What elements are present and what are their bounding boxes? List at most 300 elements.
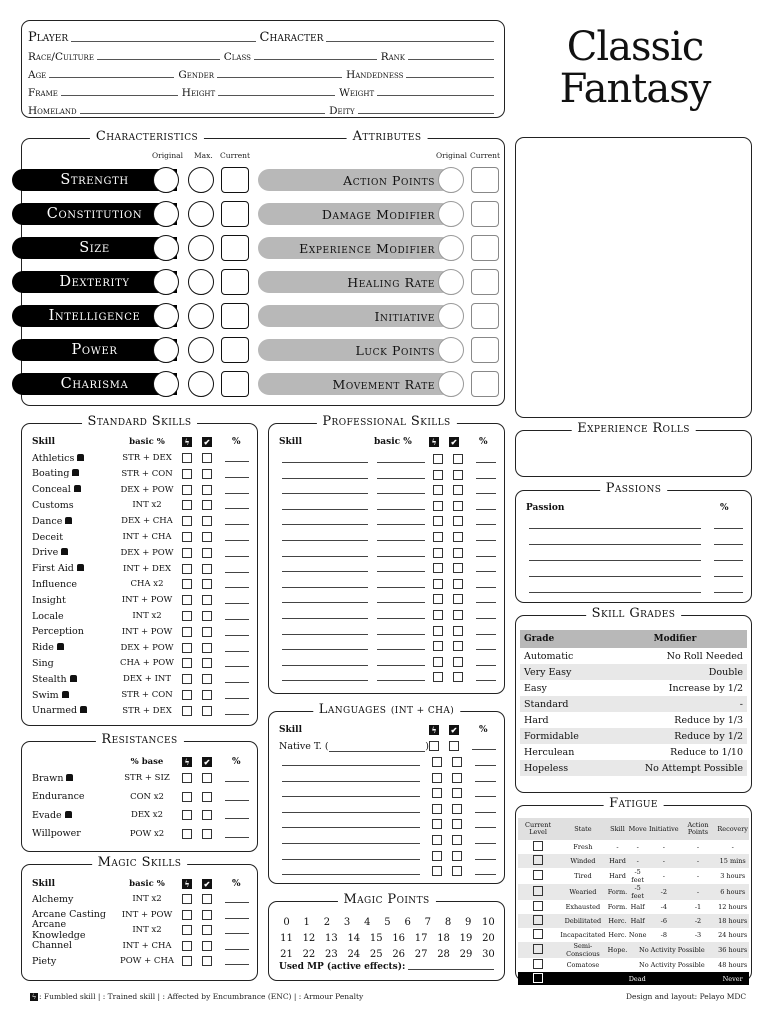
mp-value[interactable]: 13 (325, 932, 338, 944)
attr-original-field[interactable] (438, 371, 464, 397)
fumble-checkbox[interactable] (182, 706, 192, 716)
trained-checkbox[interactable] (452, 835, 462, 845)
mp-value[interactable]: 18 (437, 932, 450, 944)
fumble-checkbox[interactable] (433, 485, 443, 495)
pct-field[interactable] (225, 454, 249, 462)
trained-checkbox[interactable] (453, 532, 463, 542)
skill-name-field[interactable] (282, 611, 368, 619)
trained-checkbox[interactable] (452, 788, 462, 798)
mp-value[interactable]: 26 (392, 948, 406, 960)
trained-checkbox[interactable] (202, 595, 212, 605)
original-field[interactable] (153, 235, 179, 261)
pct-field[interactable] (475, 774, 496, 782)
fumble-checkbox[interactable] (182, 925, 192, 935)
trained-checkbox[interactable] (202, 453, 212, 463)
grade-modifier: Reduce by 1/3 (674, 714, 743, 726)
pct-field[interactable] (225, 811, 249, 819)
fumble-checkbox[interactable] (433, 563, 443, 573)
fumble-checkbox[interactable] (433, 454, 443, 464)
attr-current-field[interactable] (471, 371, 499, 397)
fumble-checkbox[interactable] (182, 773, 192, 783)
fumble-checkbox[interactable] (433, 657, 443, 667)
fumble-checkbox[interactable] (432, 835, 442, 845)
attr-current-field[interactable] (471, 337, 499, 363)
language-name-field[interactable] (282, 852, 420, 860)
pct-field[interactable] (476, 580, 496, 588)
fumble-checkbox[interactable] (433, 626, 443, 636)
fumble-checkbox[interactable] (182, 595, 192, 605)
blank-skill-row (279, 669, 496, 685)
trained-checkbox[interactable] (452, 819, 462, 829)
trained-checkbox[interactable] (202, 516, 212, 526)
trained-checkbox[interactable] (202, 627, 212, 637)
fumble-checkbox[interactable] (432, 819, 442, 829)
skill-base-field[interactable] (377, 658, 425, 666)
pct-field[interactable] (225, 957, 249, 965)
pct-field[interactable] (225, 580, 249, 588)
trained-checkbox[interactable] (453, 485, 463, 495)
pct-field[interactable] (476, 627, 496, 635)
skill-name-field[interactable] (282, 673, 368, 681)
original-field[interactable] (153, 269, 179, 295)
trained-checkbox[interactable] (453, 470, 463, 480)
pct-field[interactable] (225, 533, 249, 541)
trained-checkbox[interactable] (202, 829, 212, 839)
fumble-checkbox[interactable] (429, 741, 439, 751)
attr-original-field[interactable] (438, 235, 464, 261)
skill-name-field[interactable] (282, 595, 368, 603)
age-field[interactable] (49, 68, 174, 78)
pct-field[interactable] (476, 564, 496, 572)
pct-field[interactable] (225, 501, 249, 509)
skill-base-field[interactable] (377, 564, 425, 572)
pct-field[interactable] (476, 658, 496, 666)
pct-field[interactable] (225, 691, 249, 699)
trained-checkbox[interactable] (453, 657, 463, 667)
fumble-checkbox[interactable] (182, 564, 192, 574)
fatigue-level-checkbox[interactable] (533, 915, 543, 925)
fumble-checkbox[interactable] (432, 757, 442, 767)
player-field[interactable] (71, 32, 255, 42)
mp-value[interactable]: 29 (459, 948, 473, 960)
skill-name-field[interactable] (282, 549, 368, 557)
pct-field[interactable] (476, 549, 496, 557)
attr-original-field[interactable] (438, 201, 464, 227)
trained-checkbox[interactable] (453, 594, 463, 604)
language-name-field[interactable] (282, 758, 420, 766)
mp-value[interactable]: 19 (459, 932, 473, 944)
fumble-checkbox[interactable] (182, 910, 192, 920)
language-name-field[interactable] (282, 820, 420, 828)
fumble-checkbox[interactable] (182, 658, 192, 668)
trained-checkbox[interactable] (449, 741, 459, 751)
trained-checkbox[interactable] (453, 626, 463, 636)
fatigue-level-checkbox[interactable] (533, 841, 543, 851)
fumble-checkbox[interactable] (182, 579, 192, 589)
trained-checkbox[interactable] (453, 610, 463, 620)
original-field[interactable] (153, 303, 179, 329)
max-field[interactable] (188, 371, 214, 397)
skill-base-field[interactable] (377, 471, 425, 479)
pct-field[interactable] (475, 836, 496, 844)
trained-checkbox[interactable] (453, 454, 463, 464)
mp-value[interactable]: 25 (369, 948, 383, 960)
fumble-checkbox[interactable] (182, 548, 192, 558)
pct-field[interactable] (225, 470, 249, 478)
fumble-checkbox[interactable] (433, 672, 443, 682)
col-modifier: Modifier (653, 634, 697, 644)
race-label: Race/Culture (28, 51, 94, 63)
language-name-field[interactable] (282, 789, 420, 797)
trained-checkbox[interactable] (452, 757, 462, 767)
trained-checkbox[interactable] (202, 485, 212, 495)
portrait-box[interactable] (515, 137, 752, 418)
max-field[interactable] (188, 201, 214, 227)
mp-value[interactable]: 4 (364, 916, 371, 928)
fatigue-level-checkbox[interactable] (533, 929, 543, 939)
fumble-checkbox[interactable] (433, 548, 443, 558)
current-field[interactable] (221, 303, 249, 329)
handedness-field[interactable] (406, 68, 494, 78)
trained-checkbox[interactable] (202, 674, 212, 684)
max-field[interactable] (188, 167, 214, 193)
attr-original-field[interactable] (438, 337, 464, 363)
mp-value[interactable]: 14 (347, 932, 361, 944)
fatigue-level-checkbox[interactable] (533, 944, 543, 954)
weight-field[interactable] (377, 86, 494, 96)
pct-field[interactable] (225, 486, 249, 494)
fumble-checkbox[interactable] (182, 941, 192, 951)
fumble-checkbox[interactable] (182, 453, 192, 463)
pct-field[interactable] (475, 820, 496, 828)
trained-checkbox[interactable] (202, 810, 212, 820)
passion-pct-field[interactable] (714, 553, 743, 561)
skill-base-field[interactable] (377, 673, 425, 681)
trained-checkbox[interactable] (202, 690, 212, 700)
fatigue-level-checkbox[interactable] (533, 886, 543, 896)
attr-current-field[interactable] (471, 201, 499, 227)
fumble-checkbox[interactable] (433, 579, 443, 589)
pct-field[interactable] (476, 673, 496, 681)
trained-checkbox[interactable] (202, 643, 212, 653)
trained-checkbox[interactable] (202, 910, 212, 920)
trained-checkbox[interactable] (202, 548, 212, 558)
skill-name-field[interactable] (282, 486, 368, 494)
class-field[interactable] (254, 50, 377, 60)
fumble-checkbox[interactable] (432, 773, 442, 783)
fumble-checkbox[interactable] (432, 866, 442, 876)
passion-pct-field[interactable] (714, 537, 743, 545)
mp-value[interactable]: 21 (280, 948, 293, 960)
fatigue-cell: Half (630, 917, 645, 925)
pct-field[interactable] (225, 659, 249, 667)
mp-value[interactable]: 24 (347, 948, 361, 960)
fumble-checkbox[interactable] (182, 500, 192, 510)
pct-field[interactable] (225, 596, 249, 604)
attr-current-field[interactable] (471, 269, 499, 295)
pct-field[interactable] (225, 644, 249, 652)
fumble-checkbox[interactable] (182, 894, 192, 904)
mp-value[interactable]: 28 (437, 948, 450, 960)
pct-field[interactable] (475, 805, 496, 813)
current-field[interactable] (221, 269, 249, 295)
mp-value[interactable]: 0 (283, 916, 290, 928)
skill-name-field[interactable] (282, 517, 368, 525)
pct-field[interactable] (475, 867, 496, 875)
pct-field[interactable] (225, 675, 249, 683)
pct-field[interactable] (476, 595, 496, 603)
fumble-checkbox[interactable] (432, 804, 442, 814)
mp-value[interactable]: 1 (303, 916, 310, 928)
mp-value[interactable]: 20 (482, 932, 495, 944)
pct-field[interactable] (472, 742, 496, 750)
skill-name-field[interactable] (282, 627, 368, 635)
skill-base-field[interactable] (377, 549, 425, 557)
fumble-checkbox[interactable] (182, 627, 192, 637)
trained-checkbox[interactable] (202, 956, 212, 966)
mp-value[interactable]: 7 (424, 916, 431, 928)
mp-value[interactable]: 17 (414, 932, 428, 944)
passion-pct-field[interactable] (714, 521, 743, 529)
original-field[interactable] (153, 337, 179, 363)
pct-field[interactable] (225, 628, 249, 636)
mp-value[interactable]: 2 (323, 916, 331, 928)
trained-checkbox[interactable] (202, 579, 212, 589)
skill-base-field[interactable] (377, 642, 425, 650)
pct-field[interactable] (225, 830, 249, 838)
skill-name-field[interactable] (282, 642, 368, 650)
mp-value[interactable]: 5 (384, 916, 391, 928)
skill-name-field[interactable] (282, 658, 368, 666)
pct-field[interactable] (225, 517, 249, 525)
skill-base-field[interactable] (377, 533, 425, 541)
trained-checkbox[interactable] (452, 804, 462, 814)
fumble-checkbox[interactable] (433, 641, 443, 651)
pct-field[interactable] (476, 502, 496, 510)
fumble-checkbox[interactable] (182, 810, 192, 820)
trained-checkbox[interactable] (202, 706, 212, 716)
attr-original-field[interactable] (438, 303, 464, 329)
trained-checkbox[interactable] (202, 500, 212, 510)
attr-current-field[interactable] (471, 235, 499, 261)
pct-field[interactable] (225, 549, 249, 557)
skill-name-field[interactable] (282, 471, 368, 479)
fumble-checkbox[interactable] (433, 470, 443, 480)
trained-checkbox[interactable] (202, 773, 212, 783)
max-field[interactable] (188, 303, 214, 329)
homeland-field[interactable] (80, 104, 325, 114)
trained-checkbox[interactable] (202, 469, 212, 479)
trained-checkbox[interactable] (453, 672, 463, 682)
mp-value[interactable]: 10 (482, 916, 495, 928)
trained-checkbox[interactable] (202, 894, 212, 904)
fumble-checkbox[interactable] (182, 532, 192, 542)
pct-field[interactable] (476, 611, 496, 619)
fatigue-level-checkbox[interactable] (533, 901, 543, 911)
deity-field[interactable] (358, 104, 494, 114)
trained-checkbox[interactable] (452, 866, 462, 876)
fatigue-level-checkbox[interactable] (533, 959, 543, 969)
attr-original-field[interactable] (438, 167, 464, 193)
passion-pct-field[interactable] (714, 585, 743, 593)
pct-field[interactable] (475, 758, 496, 766)
pct-field[interactable] (225, 612, 249, 620)
skill-name: Influence (32, 578, 78, 590)
original-field[interactable] (153, 371, 179, 397)
skill-base-field[interactable] (377, 627, 425, 635)
mp-value[interactable]: 9 (465, 916, 472, 928)
attr-original-field[interactable] (438, 269, 464, 295)
fumble-checkbox[interactable] (182, 516, 192, 526)
fumble-checkbox[interactable] (182, 643, 192, 653)
fumble-checkbox[interactable] (182, 792, 192, 802)
trained-checkbox[interactable] (453, 501, 463, 511)
max-field[interactable] (188, 337, 214, 363)
height-field[interactable] (218, 86, 335, 96)
skill-base-field[interactable] (377, 502, 425, 510)
trained-checkbox[interactable] (202, 611, 212, 621)
mp-value[interactable]: 16 (392, 932, 406, 944)
original-field[interactable] (153, 201, 179, 227)
passion-field[interactable] (529, 521, 701, 529)
pct-field[interactable] (225, 942, 249, 950)
mp-value[interactable]: 3 (343, 916, 351, 928)
current-field[interactable] (221, 167, 249, 193)
trained-checkbox[interactable] (202, 532, 212, 542)
trained-checkbox[interactable] (202, 941, 212, 951)
skill-name-field[interactable] (282, 580, 368, 588)
mp-value[interactable]: 15 (369, 932, 383, 944)
pct-field[interactable] (225, 774, 249, 782)
encumbrance-icon (74, 485, 81, 492)
mp-value[interactable]: 6 (404, 916, 411, 928)
trained-checkbox[interactable] (453, 548, 463, 558)
skill-name-field[interactable] (282, 502, 368, 510)
pct-field[interactable] (476, 455, 496, 463)
skill-base-field[interactable] (377, 595, 425, 603)
pct-field[interactable] (225, 565, 249, 573)
passion-field[interactable] (529, 585, 701, 593)
skill-name-field[interactable] (282, 533, 368, 541)
pct-field[interactable] (476, 471, 496, 479)
fumble-checkbox[interactable] (433, 610, 443, 620)
fumble-checkbox[interactable] (433, 516, 443, 526)
fatigue-cell: Debilitated (564, 917, 602, 925)
attr-current-field[interactable] (471, 303, 499, 329)
pct-field[interactable] (225, 793, 249, 801)
mp-value[interactable]: 30 (482, 948, 495, 960)
current-field[interactable] (221, 371, 249, 397)
fatigue-cell: - (616, 843, 619, 851)
experience-rolls-box[interactable] (515, 421, 752, 477)
max-field[interactable] (188, 269, 214, 295)
passion-field[interactable] (529, 569, 701, 577)
language-name-field[interactable] (282, 867, 420, 875)
fumble-checkbox[interactable] (432, 851, 442, 861)
trained-checkbox[interactable] (453, 516, 463, 526)
character-field[interactable] (326, 32, 494, 42)
pct-field[interactable] (476, 533, 496, 541)
current-field[interactable] (221, 337, 249, 363)
pct-field[interactable] (225, 895, 249, 903)
attr-current-field[interactable] (471, 167, 499, 193)
pct-field[interactable] (475, 789, 496, 797)
trained-checkbox[interactable] (202, 925, 212, 935)
mp-value[interactable]: 27 (414, 948, 428, 960)
skill-base-field[interactable] (377, 580, 425, 588)
language-name-field[interactable] (282, 805, 420, 813)
current-field[interactable] (221, 201, 249, 227)
rank-field[interactable] (408, 50, 494, 60)
fumble-checkbox[interactable] (432, 788, 442, 798)
fumble-checkbox[interactable] (182, 829, 192, 839)
passion-field[interactable] (529, 537, 701, 545)
passion-pct-field[interactable] (714, 569, 743, 577)
trained-checkbox[interactable] (452, 773, 462, 783)
used-mp-field[interactable] (408, 962, 494, 970)
trained-checkbox[interactable] (453, 563, 463, 573)
current-field[interactable] (221, 235, 249, 261)
language-name-field[interactable] (282, 836, 420, 844)
skill-base-field[interactable] (377, 455, 425, 463)
fumble-checkbox[interactable] (433, 501, 443, 511)
mp-value[interactable]: 22 (302, 948, 316, 960)
trained-checkbox[interactable] (202, 792, 212, 802)
pct-field[interactable] (475, 852, 496, 860)
pct-field[interactable] (225, 911, 249, 919)
fumble-checkbox[interactable] (182, 469, 192, 479)
mp-value[interactable]: 12 (302, 932, 316, 944)
dead-checkbox[interactable] (533, 973, 543, 983)
fumble-checkbox[interactable] (182, 611, 192, 621)
trained-checkbox[interactable] (453, 579, 463, 589)
skill-base-field[interactable] (377, 611, 425, 619)
fatigue-level-checkbox[interactable] (533, 870, 543, 880)
skill-name-field[interactable] (282, 455, 368, 463)
original-field[interactable] (153, 167, 179, 193)
mp-value[interactable]: 23 (325, 948, 338, 960)
fumble-checkbox[interactable] (182, 690, 192, 700)
skill-base-field[interactable] (377, 517, 425, 525)
pct-field[interactable] (476, 642, 496, 650)
fatigue-row (518, 854, 749, 868)
fumble-checkbox[interactable] (182, 956, 192, 966)
pct-field[interactable] (476, 486, 496, 494)
mp-value[interactable]: 11 (280, 932, 293, 944)
trained-checkbox[interactable] (202, 658, 212, 668)
fatigue-level-checkbox[interactable] (533, 855, 543, 865)
max-field[interactable] (188, 235, 214, 261)
pct-field[interactable] (225, 707, 249, 715)
gender-field[interactable] (217, 68, 342, 78)
skill-base-field[interactable] (377, 486, 425, 494)
skill-name-field[interactable] (282, 564, 368, 572)
trained-checkbox[interactable] (453, 641, 463, 651)
trained-checkbox[interactable] (452, 851, 462, 861)
pct-field[interactable] (225, 926, 249, 934)
pct-field[interactable] (476, 517, 496, 525)
frame-field[interactable] (61, 86, 178, 96)
passion-field[interactable] (529, 553, 701, 561)
fumble-checkbox[interactable] (433, 532, 443, 542)
trained-checkbox[interactable] (202, 564, 212, 574)
mp-value[interactable]: 8 (444, 916, 452, 928)
fumble-checkbox[interactable] (433, 594, 443, 604)
fumble-checkbox[interactable] (182, 485, 192, 495)
language-name-field[interactable] (282, 774, 420, 782)
race-field[interactable] (97, 50, 220, 60)
fumble-checkbox[interactable] (182, 674, 192, 684)
